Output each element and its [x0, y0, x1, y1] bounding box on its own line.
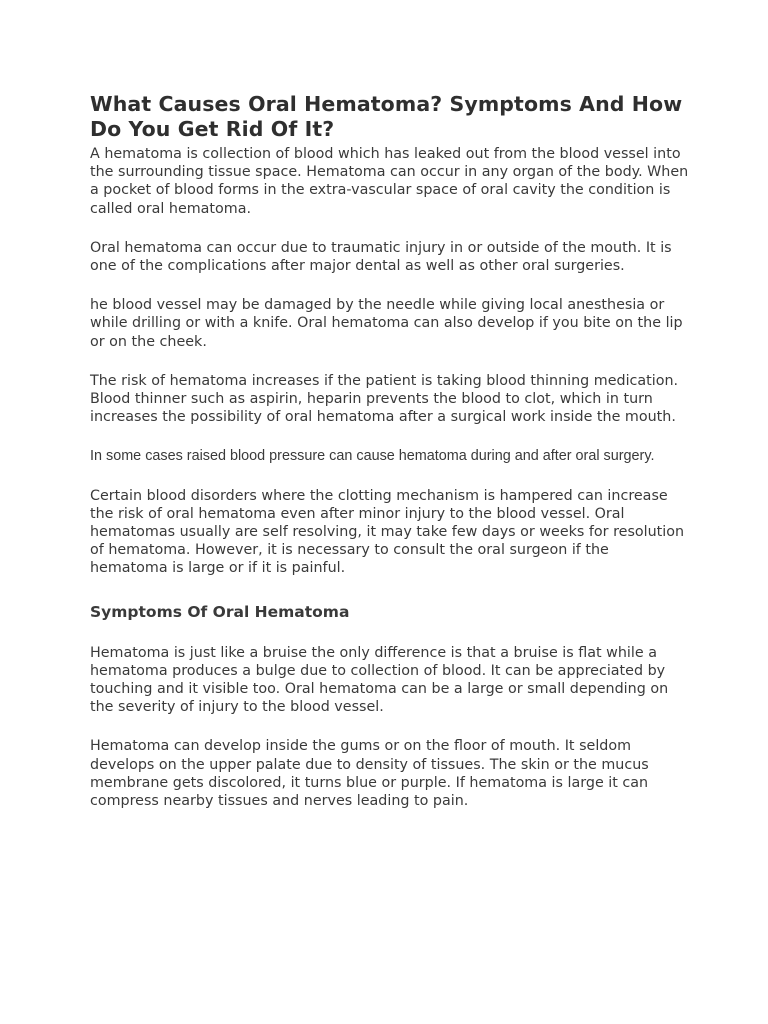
- paragraph-blood-disorders: Certain blood disorders where the clotting mechanism is hampered can increase the risk of oral hematoma even after minor injury to the blood vessel. Oral hematomas usually are self resolving, it may take few days or weeks for resolution of hematoma. However, it is necessary to consult the oral surgeon if the hematoma is large or if it is painful.: [90, 487, 685, 577]
- paragraph-blood-pressure: In some cases raised blood pressure can cause hematoma during and after oral surgery.: [90, 448, 655, 465]
- paragraph-causes-injury: Oral hematoma can occur due to traumatic injury in or outside of the mouth. It is one of the complications after major dental as well as other oral surgeries.: [90, 239, 672, 275]
- article-title: What Causes Oral Hematoma? Symptoms And How Do You Get Rid Of It?: [90, 92, 683, 141]
- document-page: [90, 92, 690, 810]
- paragraph-vessel-damage: he blood vessel may be damaged by the needle while giving local anesthesia or while drilling or with a knife. Oral hematoma can also develop if you bite on the lip or on the cheek.: [90, 297, 683, 350]
- paragraph-definition: A hematoma is collection of blood which has leaked out from the blood vessel into the surrounding tissue space. Hematoma can occur in any organ of the body. When a pocket of blood forms in the extra-vascular space of oral cavity the condition is called oral hematoma.: [90, 146, 689, 217]
- paragraph-blood-thinners: The risk of hematoma increases if the patient is taking blood thinning medication. Blood thinner such as aspirin, heparin prevents the blood to clot, which in turn increases the possibility of oral hematoma after a surgical work inside the mouth.: [90, 372, 679, 426]
- paragraph-location-discoloration: Hematoma can develop inside the gums or on the floor of mouth. It seldom develops on the upper palate due to density of tissues. The skin or the mucus membrane gets discolored, it turns blue or purple. If hematoma is large it can compress nearby tissues and nerves leading to pain.: [90, 738, 649, 810]
- paragraph-bruise-comparison: Hematoma is just like a bruise the only difference is that a bruise is flat while a hematoma produces a bulge due to collection of blood. It can be appreciated by touching and it visible too. Oral hematoma can be a large or small depending on the severity of injury to the blood vessel.: [90, 644, 669, 716]
- section-heading-symptoms: Symptoms Of Oral Hematoma: [90, 602, 350, 621]
